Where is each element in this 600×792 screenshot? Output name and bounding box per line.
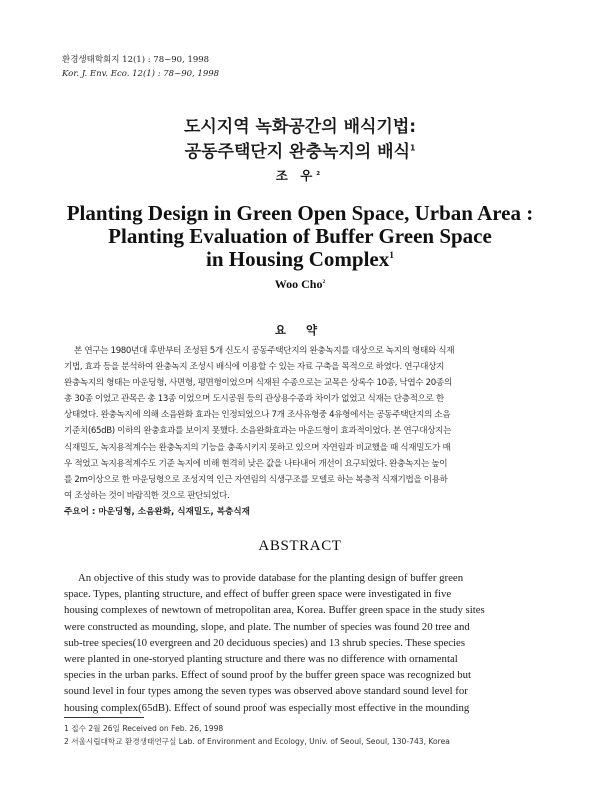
footnotes [64, 722, 450, 748]
abstract-line: sub-tree species(10 evergreen and 20 deciduous species) and 13 shrub species. These species [64, 636, 466, 649]
author-ko-name: 조 우 [275, 168, 317, 183]
abstract-line: An objective of this study was to provide database for the planting design of buffer green [78, 572, 464, 584]
title-en-line2: Planting Evaluation of Buffer Green Space [108, 224, 492, 248]
title-en-line3-text: in Housing Complex [206, 247, 390, 271]
footnote-2: 2 서울시립대학교 환경생태연구실 Lab. of Environment and Ecology, Univ. of Seoul, Seoul, 130-743, Korea [64, 737, 450, 746]
summary-line: 상태였다. 완충녹지에 의해 소음완화 효과는 인정되었으나 7개 조사유형중 4유형에서는 공동주택단지의 소음 [64, 410, 451, 421]
author-ko-footnote-mark: 2 [316, 170, 325, 177]
summary-line: 기법, 효과 등을 분석하여 완충녹지 조성시 배식에 이용할 수 있는 자료 구축을 목적으로 하였다. 연구대상지 [64, 362, 445, 373]
author-en [0, 277, 600, 292]
summary-line: 완충녹지의 형태는 마운딩형, 사면형, 평면형이었으며 식재된 수종으로는 교목은 상록수 10종, 낙엽수 20종의 [64, 378, 452, 389]
summary-heading: 요 약 [274, 323, 326, 337]
summary-line: 총 30종 이었고 관목은 총 13종 이었으며 도시공원 등의 관상용수종과 차이가 없었고 식재는 단층적으로 한 [64, 394, 444, 405]
title-ko-footnote-mark: 1 [410, 143, 416, 153]
title-en-line1: Planting Design in Green Open Space, Urban Area : [66, 201, 534, 225]
journal-citation-en: Kor. J. Env. Eco. 12(1) : 78~90, 1998 [62, 69, 220, 79]
abstract-heading: ABSTRACT [258, 538, 342, 554]
title-en-line3 [0, 247, 600, 272]
author-ko [0, 166, 600, 184]
abstract-line: space. Types, planting structure, and effect of buffer green space were investigated in five [64, 588, 452, 601]
title-en-footnote-mark: 1 [389, 251, 394, 261]
summary-line: 를 2m이상으로 한 마운딩형으로 조성지역 인근 자연림의 식생구조를 모델로 하는 복층적 식재기법을 이용하 [64, 474, 448, 485]
summary-line: 기준치(65dB) 이하의 완충효과를 보이지 못했다. 소음완화효과는 마운드형이 효과적이었다. 본 연구대상지는 [64, 426, 452, 437]
journal-citation-ko: 환경생태학회지 12(1) : 78~90, 1998 [62, 55, 210, 65]
journal-citation [62, 53, 219, 81]
keywords: 주요어 : 마운딩형, 소음완화, 식재밀도, 복층식재 [64, 507, 250, 517]
summary-line: 우 적었고 녹지용적계수도 기준 녹지에 비해 현격히 낮은 값을 나타내어 개선이 요구되었다. 완충녹지는 높이 [64, 458, 448, 469]
author-en-name: Woo Cho [274, 277, 323, 291]
footnote-1: 1 접수 2월 26일 Received on Feb. 26, 1998 [64, 724, 224, 733]
title-ko-line2 [0, 137, 600, 162]
abstract-line: housing complex(65dB). Effect of sound proof was especially most effective in the mounding [64, 701, 470, 714]
summary-line: 본 연구는 1980년대 후반부터 조성된 5개 신도시 공동주택단지의 완충녹지를 대상으로 녹지의 형태와 식재 [74, 346, 455, 356]
abstract-line: sound level in four types among the seven types was observed above standard sound level for [64, 685, 468, 698]
abstract-line: species in the urban parks. Effect of sound proof by the buffer green space was recognized but [64, 669, 472, 682]
abstract-line: housing complexes of newtown of metropolitan area, Korea. Buffer green space in the study sites [64, 604, 485, 617]
footnote-divider [64, 717, 144, 718]
abstract-line: were planted in one-storyed planting structure and there was no difference with ornamental [64, 653, 458, 666]
title-ko-line2-text: 공동주택단지 완충녹지의 배식 [184, 142, 410, 162]
summary-line: 여 조성하는 것이 바람직한 것으로 판단되었다. [64, 490, 230, 501]
abstract-body [64, 570, 542, 716]
summary-body [64, 343, 538, 504]
summary-line: 식재밀도, 녹지용적계수는 완충녹지의 기능을 충족시키지 못하고 있으며 자연림과 비교했을 때 식재밀도가 매 [64, 442, 451, 453]
title-ko-line1: 도시지역 녹화공간의 배식기법: [183, 117, 417, 137]
author-en-footnote-mark: 2 [322, 279, 326, 285]
abstract-line: were constructed as mounding, slope, and plate. The number of species was found 20 tree and [64, 620, 470, 633]
